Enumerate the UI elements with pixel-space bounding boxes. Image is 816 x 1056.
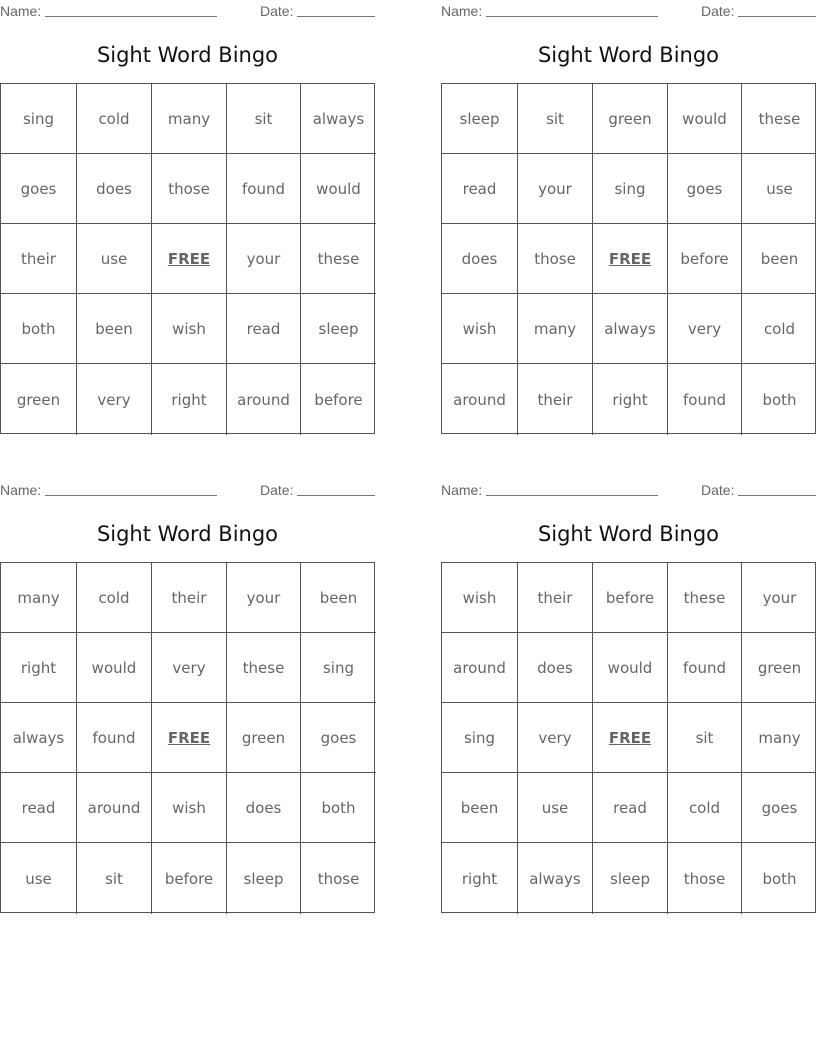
bingo-cell: around [442, 364, 518, 435]
name-blank-line [486, 16, 658, 17]
bingo-cell: always [518, 843, 593, 914]
bingo-cell: their [518, 364, 593, 435]
bingo-cell: goes [668, 154, 742, 224]
bingo-cell: these [668, 563, 742, 633]
bingo-cell: sleep [227, 843, 301, 914]
bingo-cell: sleep [593, 843, 668, 914]
bingo-cell: very [668, 294, 742, 364]
bingo-cell: sit [77, 843, 152, 914]
name-blank-line [45, 16, 217, 17]
bingo-cell: sing [593, 154, 668, 224]
bingo-cell: many [152, 84, 227, 154]
bingo-cell: their [152, 563, 227, 633]
bingo-cell: sit [227, 84, 301, 154]
bingo-cell: use [1, 843, 77, 914]
date-blank-line [297, 16, 375, 17]
name-date-line [441, 2, 816, 20]
name-label: Name: [441, 3, 483, 19]
bingo-cell: cold [77, 84, 152, 154]
bingo-cell: green [1, 364, 77, 435]
bingo-cell: found [668, 364, 742, 435]
card-title: Sight Word Bingo [537, 43, 720, 67]
bingo-cell: does [77, 154, 152, 224]
card-title: Sight Word Bingo [537, 522, 720, 546]
bingo-cell: very [518, 703, 593, 773]
name-date-line [0, 2, 375, 20]
bingo-cell: wish [152, 773, 227, 843]
bingo-cell: sing [442, 703, 518, 773]
name-blank-line [486, 495, 658, 496]
bingo-cell: both [301, 773, 376, 843]
free-space-cell: FREE [152, 224, 227, 294]
bingo-cell: would [77, 633, 152, 703]
name-date-line [441, 481, 816, 499]
date-blank-line [738, 495, 816, 496]
date-label: Date: [701, 3, 735, 19]
bingo-cell: read [593, 773, 668, 843]
bingo-cell: use [77, 224, 152, 294]
free-space-cell: FREE [593, 224, 668, 294]
bingo-grid [0, 562, 375, 913]
bingo-cell: these [742, 84, 816, 154]
bingo-cell: wish [442, 294, 518, 364]
bingo-cell: those [152, 154, 227, 224]
bingo-cell: wish [442, 563, 518, 633]
bingo-cell: read [1, 773, 77, 843]
free-space-cell: FREE [593, 703, 668, 773]
bingo-cell: always [593, 294, 668, 364]
bingo-cell: those [317, 869, 360, 888]
bingo-cell: green [742, 633, 816, 703]
bingo-cell: before [593, 563, 668, 633]
bingo-cell: around [442, 633, 518, 703]
bingo-cell: use [518, 773, 593, 843]
bingo-cell: cold [742, 294, 816, 364]
bingo-cell: right [442, 843, 518, 914]
name-blank-line [45, 495, 217, 496]
bingo-cell: before [314, 390, 363, 409]
bingo-cell: many [1, 563, 77, 633]
date-label: Date: [260, 482, 294, 498]
date-label: Date: [701, 482, 735, 498]
bingo-cell: these [227, 633, 301, 703]
bingo-cell: right [593, 364, 668, 435]
bingo-cell: green [227, 703, 301, 773]
bingo-cell: right [1, 633, 77, 703]
bingo-cell: sleep [442, 84, 518, 154]
bingo-cell: around [77, 773, 152, 843]
bingo-cell: found [227, 154, 301, 224]
bingo-cell: your [227, 563, 301, 633]
bingo-cell: around [227, 364, 301, 435]
bingo-cell: those [668, 843, 742, 914]
bingo-cell: both [762, 869, 797, 888]
bingo-cell: sing [301, 633, 376, 703]
bingo-cell: been [742, 224, 816, 294]
bingo-cell: goes [1, 154, 77, 224]
bingo-card-1 [0, 0, 375, 435]
bingo-cell: many [518, 294, 593, 364]
bingo-cell: very [77, 364, 152, 435]
bingo-cell: your [518, 154, 593, 224]
bingo-cell: these [301, 224, 376, 294]
bingo-cell: does [227, 773, 301, 843]
bingo-cell: read [442, 154, 518, 224]
date-blank-line [297, 495, 375, 496]
bingo-cell: been [442, 773, 518, 843]
bingo-cell: would [301, 154, 376, 224]
bingo-cell: their [518, 563, 593, 633]
bingo-cell: very [152, 633, 227, 703]
bingo-cell: been [77, 294, 152, 364]
name-label: Name: [0, 482, 42, 498]
bingo-cell: both [1, 294, 77, 364]
date-blank-line [738, 16, 816, 17]
bingo-cell: sit [518, 84, 593, 154]
bingo-cell: cold [77, 563, 152, 633]
bingo-cell: sit [668, 703, 742, 773]
bingo-cell: wish [152, 294, 227, 364]
bingo-cell: before [668, 224, 742, 294]
bingo-cell: would [593, 633, 668, 703]
name-date-line [0, 481, 375, 499]
bingo-grid [441, 562, 816, 913]
bingo-card-3 [0, 479, 375, 914]
bingo-cell: does [518, 633, 593, 703]
name-label: Name: [0, 3, 42, 19]
date-label: Date: [260, 3, 294, 19]
bingo-cell: found [668, 633, 742, 703]
bingo-grid [441, 83, 816, 434]
card-title: Sight Word Bingo [96, 522, 279, 546]
free-space-cell: FREE [152, 703, 227, 773]
bingo-cell: both [762, 390, 797, 409]
bingo-cell: always [1, 703, 77, 773]
name-label: Name: [441, 482, 483, 498]
bingo-cell: sing [1, 84, 77, 154]
bingo-cell: those [518, 224, 593, 294]
bingo-cell: many [742, 703, 816, 773]
bingo-cell: your [227, 224, 301, 294]
bingo-card-4 [441, 479, 816, 914]
bingo-cell: goes [301, 703, 376, 773]
bingo-card-2 [441, 0, 816, 435]
bingo-cell: been [301, 563, 376, 633]
bingo-cell: would [668, 84, 742, 154]
bingo-cell: sleep [301, 294, 376, 364]
bingo-cell: before [152, 843, 227, 914]
bingo-cell: does [442, 224, 518, 294]
card-title: Sight Word Bingo [96, 43, 279, 67]
bingo-cell: right [152, 364, 227, 435]
bingo-cell: green [593, 84, 668, 154]
bingo-cell: your [742, 563, 816, 633]
bingo-cell: their [1, 224, 77, 294]
bingo-cell: found [77, 703, 152, 773]
bingo-cell: cold [668, 773, 742, 843]
bingo-cell: read [227, 294, 301, 364]
bingo-cell: use [742, 154, 816, 224]
bingo-cell: always [301, 84, 376, 154]
bingo-cell: goes [742, 773, 816, 843]
bingo-grid [0, 83, 375, 434]
